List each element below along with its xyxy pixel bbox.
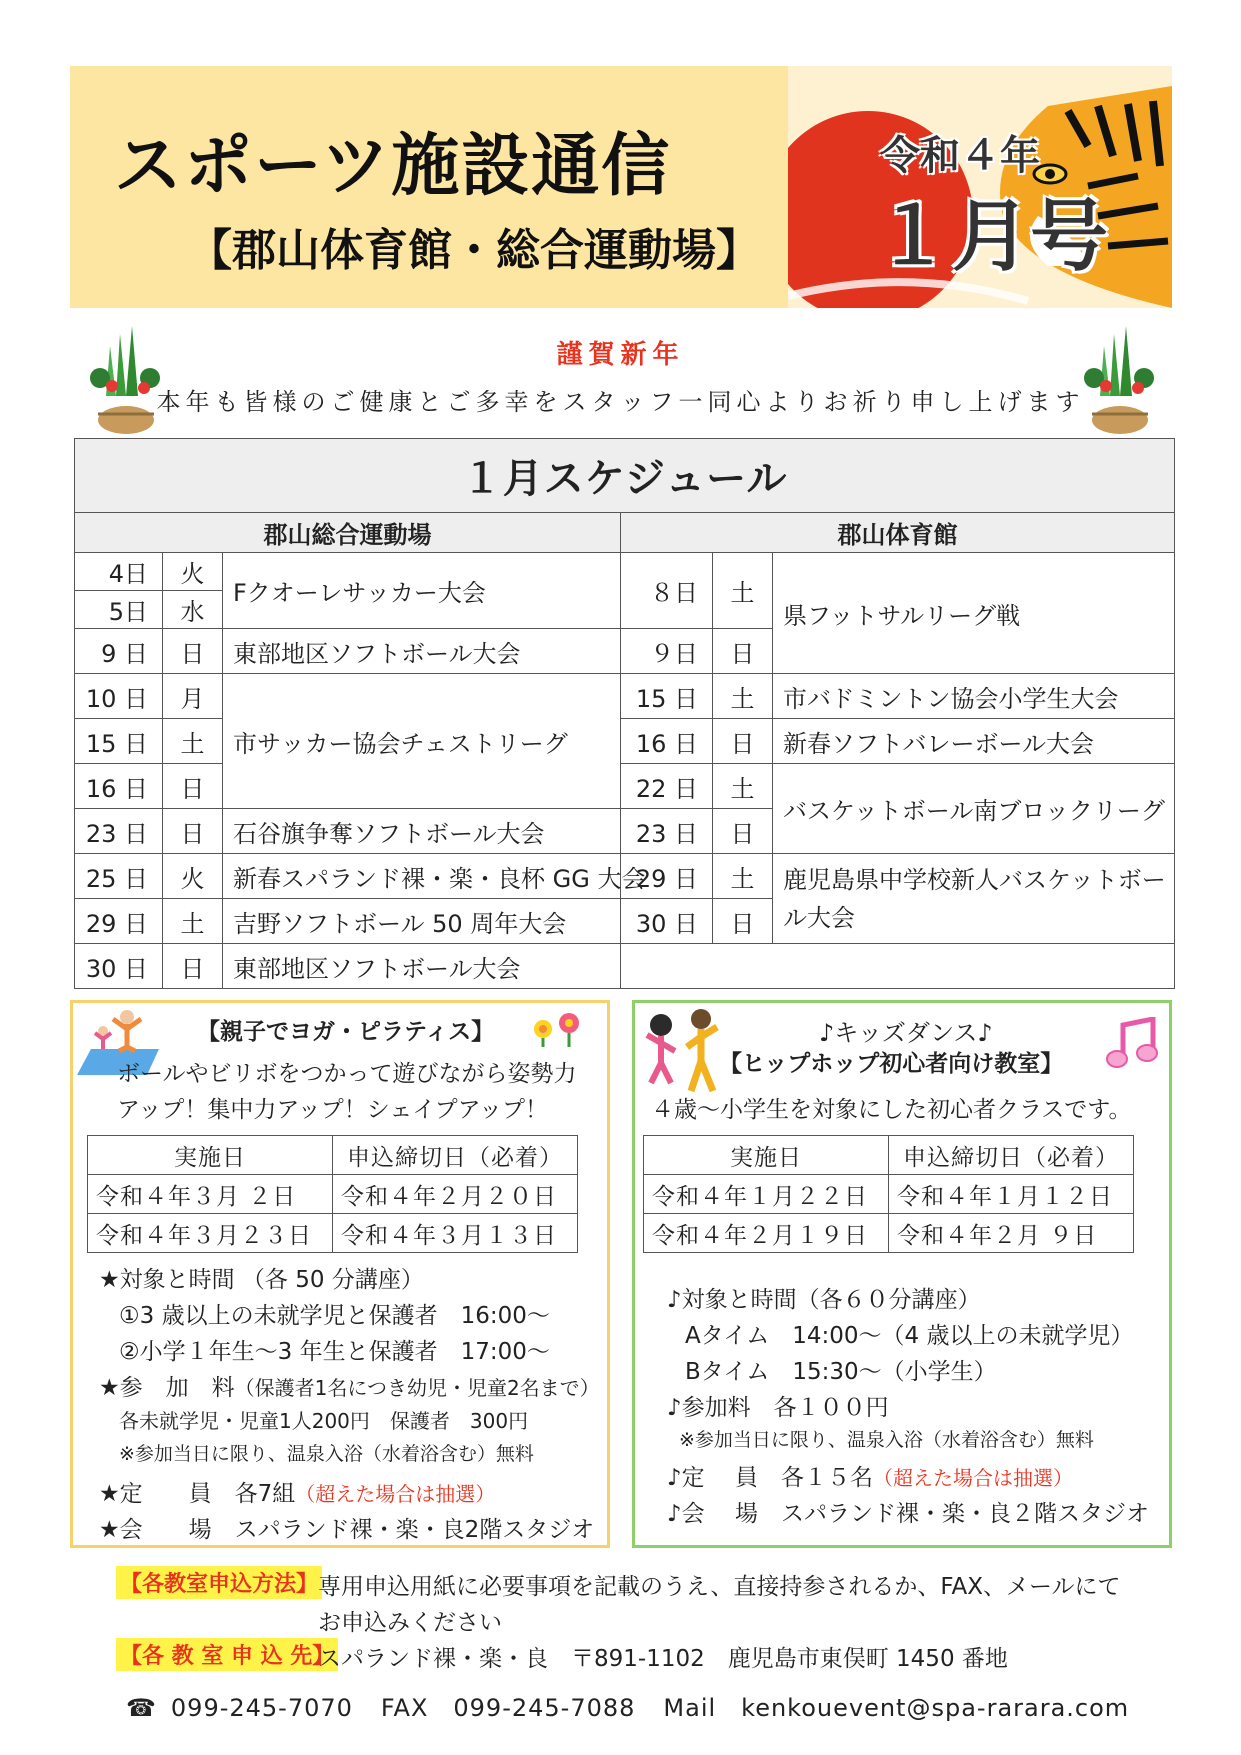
dance-fee: ♪参加料 各１００円 <box>667 1395 889 1421</box>
yoga-title: 【親子でヨガ・ピラティス】 <box>197 1019 495 1045</box>
day-cell: 16 日 <box>75 764 163 809</box>
application-destination-label: 【各 教 室 申 込 先】 <box>116 1638 338 1671</box>
day-cell: ８日 <box>621 553 713 629</box>
yoga-date-table <box>87 1135 578 1253</box>
yoga-bath-note: ※参加当日に限り、温泉入浴（水着浴含む）無料 <box>119 1443 534 1465</box>
header-banner <box>70 66 1172 308</box>
empty-cell <box>621 944 1175 989</box>
event-cell: 市サッカー協会チェストリーグ <box>223 674 621 809</box>
dance-target-label: ♪対象と時間（各６０分講座） <box>667 1287 981 1313</box>
deadline-cell: 令和４年２月 ９日 <box>889 1214 1134 1253</box>
dance-date-table <box>643 1135 1134 1253</box>
deadline-cell: 令和４年１月１２日 <box>889 1175 1134 1214</box>
table-row <box>75 854 1175 899</box>
day-cell: 10 日 <box>75 674 163 719</box>
event-cell: 新春ソフトバレーボール大会 <box>773 719 1175 764</box>
column-header: 申込締切日（必着） <box>889 1136 1134 1175</box>
deadline-cell: 令和４年３月１３日 <box>333 1214 578 1253</box>
event-cell: 東部地区ソフトボール大会 <box>223 629 621 674</box>
yoga-target-2: ②小学１年生～3 年生と保護者 17:00～ <box>119 1339 550 1365</box>
day-cell: 4日 <box>75 553 163 591</box>
date-cell: 令和４年３月２３日 <box>88 1214 333 1253</box>
weekday-cell: 火 <box>163 854 223 899</box>
phone-number[interactable]: 099-245-7070 <box>170 1694 353 1722</box>
day-cell: 23 日 <box>621 809 713 854</box>
day-cell: 9 日 <box>75 629 163 674</box>
flower-icon <box>529 1009 589 1047</box>
dance-venue: ♪会 場 スパランド裸・楽・良２階スタジオ <box>667 1501 1149 1527</box>
phone-icon: ☎ <box>126 1694 157 1722</box>
yoga-capacity-note: （超えた場合は抽選） <box>295 1482 496 1506</box>
dance-capacity-note: （超えた場合は抽選） <box>873 1466 1073 1490</box>
contact-line <box>126 1688 1157 1723</box>
weekday-cell: 日 <box>163 809 223 854</box>
day-cell: 25 日 <box>75 854 163 899</box>
application-destination-text: スパランド裸・楽・良 〒891-1102 鹿児島市東俣町 1450 番地 <box>318 1646 1008 1672</box>
table-row <box>75 553 1175 591</box>
day-cell: 5日 <box>75 591 163 629</box>
yoga-target-1: ①3 歳以上の未就学児と保護者 16:00～ <box>119 1303 550 1329</box>
weekday-cell: 日 <box>713 629 773 674</box>
venue-right-header: 郡山体育館 <box>621 513 1175 553</box>
dancers-icon <box>639 1005 729 1097</box>
column-header: 申込締切日（必着） <box>333 1136 578 1175</box>
yoga-description: ボールやビリボをつかって遊びながら姿勢力 <box>117 1061 577 1087</box>
dance-capacity <box>667 1459 1073 1492</box>
music-note-icon <box>1105 1017 1161 1069</box>
weekday-cell: 火 <box>163 553 223 591</box>
weekday-cell: 土 <box>713 854 773 899</box>
event-cell: 県フットサルリーグ戦 <box>773 553 1175 674</box>
yoga-class-box <box>70 1000 610 1548</box>
weekday-cell: 土 <box>163 899 223 944</box>
weekday-cell: 土 <box>713 553 773 629</box>
fax-number[interactable]: FAX 099-245-7088 <box>380 1694 636 1722</box>
event-cell: 吉野ソフトボール 50 周年大会 <box>223 899 621 944</box>
day-cell: ９日 <box>621 629 713 674</box>
yoga-description: アップ！集中力アップ！シェイプアップ！ <box>117 1097 549 1123</box>
event-cell: バスケットボール南ブロックリーグ <box>773 764 1175 854</box>
date-cell: 令和４年２月１９日 <box>644 1214 889 1253</box>
weekday-cell: 日 <box>163 764 223 809</box>
dance-title-2: 【ヒップホップ初心者向け教室】 <box>719 1051 1064 1077</box>
day-cell: 16 日 <box>621 719 713 764</box>
dance-capacity-text: ♪定 員 各１５名 <box>667 1465 873 1491</box>
event-cell: Fクオーレサッカー大会 <box>223 553 621 629</box>
application-method-text: 専用申込用紙に必要事項を記載のうえ、直接持参されるか、FAX、メールにて <box>318 1574 1121 1600</box>
day-cell: 15 日 <box>621 674 713 719</box>
table-row <box>88 1175 578 1214</box>
event-cell: 市バドミントン協会小学生大会 <box>773 674 1175 719</box>
dance-time-a: Aタイム 14:00～（4 歳以上の未就学児） <box>685 1323 1134 1349</box>
weekday-cell: 水 <box>163 591 223 629</box>
greeting-message: 本年も皆様のご健康とご多幸をスタッフ一同心よりお祈り申し上げます <box>156 388 1085 416</box>
issue-era: 令和４年 <box>880 133 1040 179</box>
application-method-text: お申込みください <box>318 1610 502 1636</box>
deadline-cell: 令和４年２月２０日 <box>333 1175 578 1214</box>
schedule-title: １月スケジュール <box>75 439 1175 513</box>
weekday-cell: 日 <box>713 719 773 764</box>
weekday-cell: 土 <box>713 674 773 719</box>
dance-class-box <box>632 1000 1172 1548</box>
weekday-cell: 日 <box>713 899 773 944</box>
table-row <box>88 1214 578 1253</box>
dance-description: ４歳～小学生を対象にした初心者クラスです。 <box>651 1097 1132 1123</box>
table-row <box>644 1175 1134 1214</box>
day-cell: 15 日 <box>75 719 163 764</box>
issue-month: １月号 <box>874 192 1109 282</box>
table-row <box>75 944 1175 989</box>
dance-bath-note: ※参加当日に限り、温泉入浴（水着浴含む）無料 <box>679 1429 1094 1451</box>
event-cell: 石谷旗争奪ソフトボール大会 <box>223 809 621 854</box>
tiger-illustration <box>788 66 1172 308</box>
day-cell: 30 日 <box>75 944 163 989</box>
greeting-title: 謹賀新年 <box>556 340 685 370</box>
column-header: 実施日 <box>88 1136 333 1175</box>
yoga-capacity <box>99 1475 495 1508</box>
weekday-cell: 日 <box>713 809 773 854</box>
date-cell: 令和４年３月 ２日 <box>88 1175 333 1214</box>
yoga-fee-label: ★参 加 料 <box>99 1375 235 1401</box>
yoga-venue: ★会 場 スパランド裸・楽・良2階スタジオ <box>99 1517 595 1543</box>
day-cell: 23 日 <box>75 809 163 854</box>
table-row <box>644 1214 1134 1253</box>
event-cell: 鹿児島県中学校新人バスケットボール大会 <box>773 854 1175 944</box>
column-header: 実施日 <box>644 1136 889 1175</box>
application-method-label: 【各教室申込方法】 <box>116 1566 322 1599</box>
venue-left-header: 郡山総合運動場 <box>75 513 621 553</box>
yoga-fee-note: （保護者1名につき幼児・児童2名まで） <box>234 1376 600 1400</box>
weekday-cell: 月 <box>163 674 223 719</box>
yoga-target-label: ★対象と時間 （各 50 分講座） <box>99 1267 424 1293</box>
weekday-cell: 土 <box>163 719 223 764</box>
weekday-cell: 日 <box>163 629 223 674</box>
page-title: スポーツ施設通信 <box>114 127 672 206</box>
dance-time-b: Bタイム 15:30～（小学生） <box>685 1359 997 1385</box>
yoga-fee <box>99 1369 600 1402</box>
date-cell: 令和４年１月２２日 <box>644 1175 889 1214</box>
table-row <box>75 674 1175 719</box>
page-subtitle: 【郡山体育館・総合運動場】 <box>188 225 760 276</box>
day-cell: 22 日 <box>621 764 713 809</box>
yoga-fee-detail: 各未就学児・児童1人200円 保護者 300円 <box>119 1409 529 1433</box>
day-cell: 29 日 <box>621 854 713 899</box>
weekday-cell: 日 <box>163 944 223 989</box>
dance-title-1: ♪キッズダンス♪ <box>819 1019 993 1047</box>
email-address[interactable]: Mail kenkouevent@spa-rarara.com <box>663 1694 1130 1722</box>
event-cell: 東部地区ソフトボール大会 <box>223 944 621 989</box>
yoga-capacity-text: ★定 員 各7組 <box>99 1481 296 1507</box>
event-cell: 新春スパランド裸・楽・良杯 GG 大会 <box>223 854 621 899</box>
schedule-table <box>74 438 1175 989</box>
weekday-cell: 土 <box>713 764 773 809</box>
day-cell: 29 日 <box>75 899 163 944</box>
day-cell: 30 日 <box>621 899 713 944</box>
